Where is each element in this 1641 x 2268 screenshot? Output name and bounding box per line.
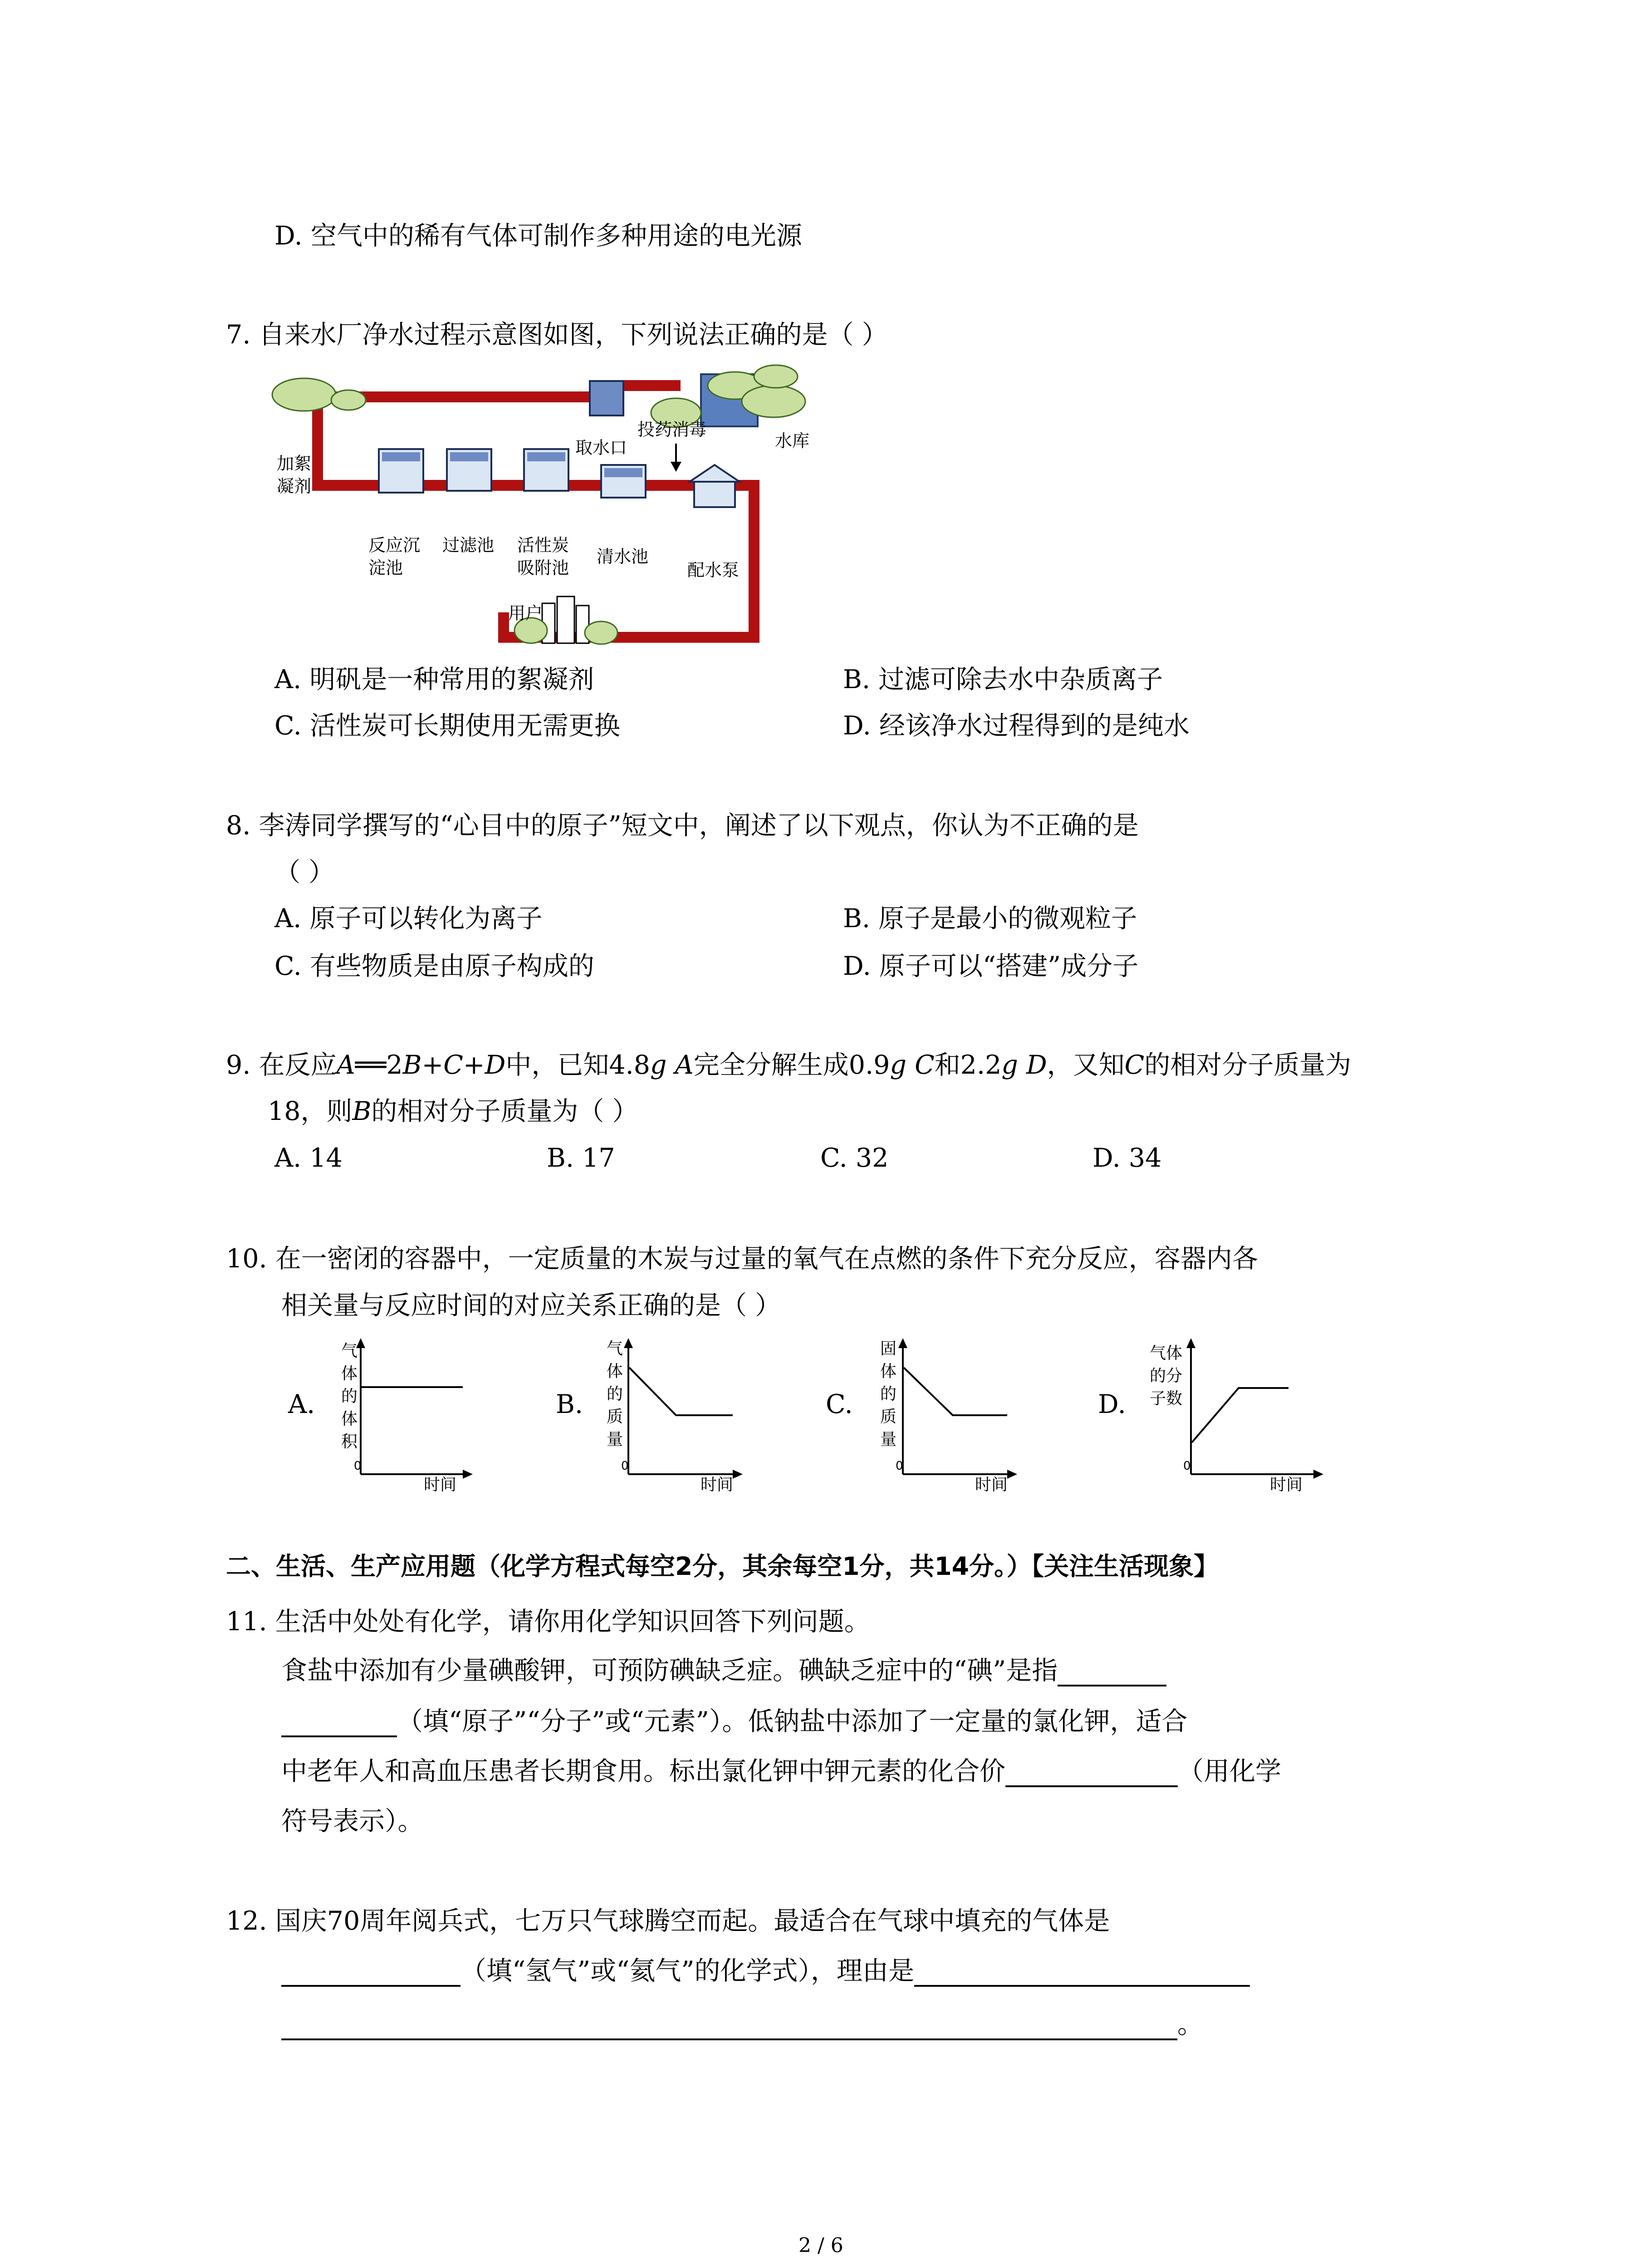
q7-option-d: D. 经该净水过程得到的是纯水 [843,711,1190,741]
svg-text:子数: 子数 [1149,1389,1183,1408]
svg-text:量: 量 [606,1430,623,1449]
svg-text:C.: C. [826,1389,853,1419]
reservoir-icon [651,365,805,427]
svg-text:的: 的 [606,1385,623,1403]
svg-text:清水池: 清水池 [597,547,649,567]
graph-d [1089,1334,1343,1492]
q9-option-d: D. 34 [1092,1143,1162,1173]
q9-stem-line1: 9. 在反应A══2B+C+D中，已知4.8g A完全分解生成0.9g C和2.2g D，又知C的相对分子质量为 [226,1050,1352,1080]
q8-stem: 8. 李涛同学撰写的“心目中的原子”短文中，阐述了以下观点，你认为不正确的是 [226,811,1139,841]
svg-text:过滤池: 过滤池 [442,535,495,555]
svg-text:固: 固 [880,1339,897,1358]
section-2-heading: 二、生活、生产应用题（化学方程式每空2分，其余每空1分，共14分。）【关注生活现象】 [226,1552,1219,1581]
svg-text:D.: D. [1098,1389,1126,1419]
svg-text:体: 体 [341,1410,358,1428]
q10-stem-line2: 相关量与反应时间的对应关系正确的是（ ） [281,1290,781,1320]
svg-text:取水口: 取水口 [575,438,627,458]
q12-blank-1[interactable] [281,1961,460,1987]
q11-line2: 食盐中添加有少量碘酸钾，可预防碘缺乏症。碘缺乏症中的“碘”是指 [281,1655,1166,1686]
intake-icon [590,381,623,415]
q6-option-d: D. 空气中的稀有气体可制作多种用途的电光源 [274,221,802,251]
svg-text:的分: 的分 [1149,1367,1183,1385]
graph-d-line [1192,1388,1288,1442]
svg-text:气体: 气体 [1149,1344,1183,1363]
svg-text:量: 量 [880,1430,897,1449]
q11-blank-2[interactable] [1005,1762,1178,1787]
svg-text:积: 积 [341,1432,358,1451]
svg-text:时间: 时间 [423,1476,457,1492]
q11-blank-1b[interactable] [281,1712,397,1737]
q10-stem-line1: 10. 在一密闭的容器中，一定质量的木炭与过量的氧气在点燃的条件下充分反应，容器内各 [226,1244,1258,1274]
q11-blank-1a[interactable] [1058,1661,1166,1686]
svg-text:配水泵: 配水泵 [687,560,740,580]
q8-option-a: A. 原子可以转化为离子 [274,904,543,934]
q12-line1: 12. 国庆70周年阅兵式，七万只气球腾空而起。最适合在气球中填充的气体是 [226,1906,1110,1936]
water-treatment-diagram [268,358,819,649]
svg-text:的: 的 [880,1385,897,1403]
svg-text:质: 质 [606,1408,623,1426]
svg-text:的: 的 [341,1387,358,1406]
q7-stem: 7. 自来水厂净水过程示意图如图，下列说法正确的是（ ） [226,320,888,350]
q12-blank-2a[interactable] [914,1961,1250,1987]
svg-text:质: 质 [880,1408,897,1426]
svg-text:淀池: 淀池 [368,558,403,578]
pump-icon [690,465,740,507]
svg-text:活性炭: 活性炭 [517,535,569,555]
graph-b [547,1334,760,1492]
svg-text:0: 0 [354,1459,362,1473]
graph-a [277,1334,490,1492]
q9-option-a: A. 14 [274,1143,343,1173]
graph-b-line [629,1368,733,1415]
svg-text:加絮: 加絮 [277,454,312,474]
q12-blank-2b[interactable] [281,2015,1177,2040]
svg-text:时间: 时间 [700,1476,734,1492]
q9-option-b: B. 17 [547,1143,615,1173]
svg-text:0: 0 [896,1459,903,1473]
svg-text:气: 气 [606,1339,623,1358]
q11-line5: 符号表示）。 [281,1806,424,1836]
q11-line3: （填“原子”“分子”或“元素”）。低钠盐中添加了一定量的氯化钾，适合 [281,1706,1187,1737]
q12-line3: 。 [281,2009,1203,2040]
q8-option-c: C. 有些物质是由原子构成的 [274,951,594,981]
graph-c [817,1334,1030,1492]
svg-text:体: 体 [880,1362,897,1381]
svg-text:时间: 时间 [1269,1476,1303,1492]
svg-text:A.: A. [288,1389,315,1419]
q9-option-c: C. 32 [820,1143,889,1173]
q7-option-b: B. 过滤可除去水中杂质离子 [843,665,1163,694]
svg-text:吸附池: 吸附池 [517,558,569,578]
svg-text:体: 体 [606,1362,623,1381]
svg-text:反应沉: 反应沉 [368,535,421,555]
svg-text:0: 0 [1183,1459,1191,1473]
q8-paren: （ ） [274,857,335,887]
svg-text:用户: 用户 [508,603,543,623]
svg-text:气: 气 [341,1342,358,1360]
q7-option-c: C. 活性炭可长期使用无需更换 [274,711,620,741]
svg-text:水库: 水库 [775,431,810,451]
q8-option-b: B. 原子是最小的微观粒子 [843,904,1137,934]
q8-option-d: D. 原子可以“搭建”成分子 [843,951,1139,981]
q12-line2: （填“氢气”或“氦气”的化学式），理由是 [281,1955,1250,1987]
svg-text:时间: 时间 [975,1476,1008,1492]
q11-line1: 11. 生活中处处有化学，请你用化学知识回答下列问题。 [226,1607,870,1637]
graph-c-line [904,1368,1007,1415]
svg-text:B.: B. [556,1389,583,1419]
svg-text:投药消毒: 投药消毒 [637,420,707,440]
q7-option-a: A. 明矾是一种常用的絮凝剂 [274,665,594,694]
svg-text:体: 体 [341,1364,358,1383]
q9-stem-line2: 18，则B的相对分子质量为（ ） [268,1096,638,1126]
page-number: 2 / 6 [798,2234,843,2257]
svg-text:凝剂: 凝剂 [277,476,312,496]
q11-line4: 中老年人和高血压患者长期食用。标出氯化钾中钾元素的化合价 （用化学 [281,1756,1281,1786]
svg-text:0: 0 [621,1459,629,1473]
coagulant-icon [272,378,336,411]
